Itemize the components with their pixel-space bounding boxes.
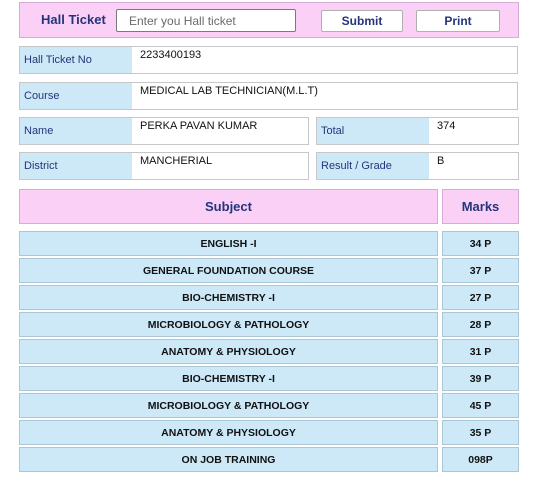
subject-cell: GENERAL FOUNDATION COURSE [19,258,438,283]
marks-cell: 34 P [442,231,519,256]
total-field [316,117,519,145]
print-button[interactable]: Print [416,10,500,32]
result-grade-value: B [437,155,445,167]
marks-cell: 37 P [442,258,519,283]
subject-cell: ON JOB TRAINING [19,447,438,472]
subject-cell: MICROBIOLOGY & PATHOLOGY [19,393,438,418]
marks-header: Marks [442,189,519,224]
total-value: 374 [437,120,456,132]
subject-cell: BIO-CHEMISTRY -I [19,366,438,391]
marks-cell: 35 P [442,420,519,445]
marks-cell: 45 P [442,393,519,418]
name-label: Name [20,118,132,144]
subject-cell: ENGLISH -I [19,231,438,256]
marks-cell: 31 P [442,339,519,364]
marks-cell: 39 P [442,366,519,391]
marks-cell: 28 P [442,312,519,337]
hall-ticket-no-field [19,46,518,74]
district-value: MANCHERIAL [140,155,213,167]
district-label: District [20,153,132,179]
submit-button[interactable]: Submit [321,10,403,32]
marks-cell: 098P [442,447,519,472]
marks-cell: 27 P [442,285,519,310]
hall-ticket-no-value: 2233400193 [140,49,202,61]
district-field [19,152,309,180]
hall-ticket-search-bar [19,2,519,38]
hall-ticket-no-label: Hall Ticket No [20,47,132,73]
subject-header: Subject [19,189,438,224]
course-label: Course [20,83,132,109]
result-grade-label: Result / Grade [317,153,429,179]
result-grade-field [316,152,519,180]
subject-cell: ANATOMY & PHYSIOLOGY [19,339,438,364]
course-value: MEDICAL LAB TECHNICIAN(M.L.T) [140,85,318,97]
course-field [19,82,518,110]
subject-cell: MICROBIOLOGY & PATHOLOGY [19,312,438,337]
hall-ticket-label: Hall Ticket [41,12,106,27]
subject-cell: BIO-CHEMISTRY -I [19,285,438,310]
subject-cell: ANATOMY & PHYSIOLOGY [19,420,438,445]
total-label: Total [317,118,429,144]
name-field [19,117,309,145]
name-value: PERKA PAVAN KUMAR [140,120,258,132]
hall-ticket-input[interactable] [116,9,296,32]
